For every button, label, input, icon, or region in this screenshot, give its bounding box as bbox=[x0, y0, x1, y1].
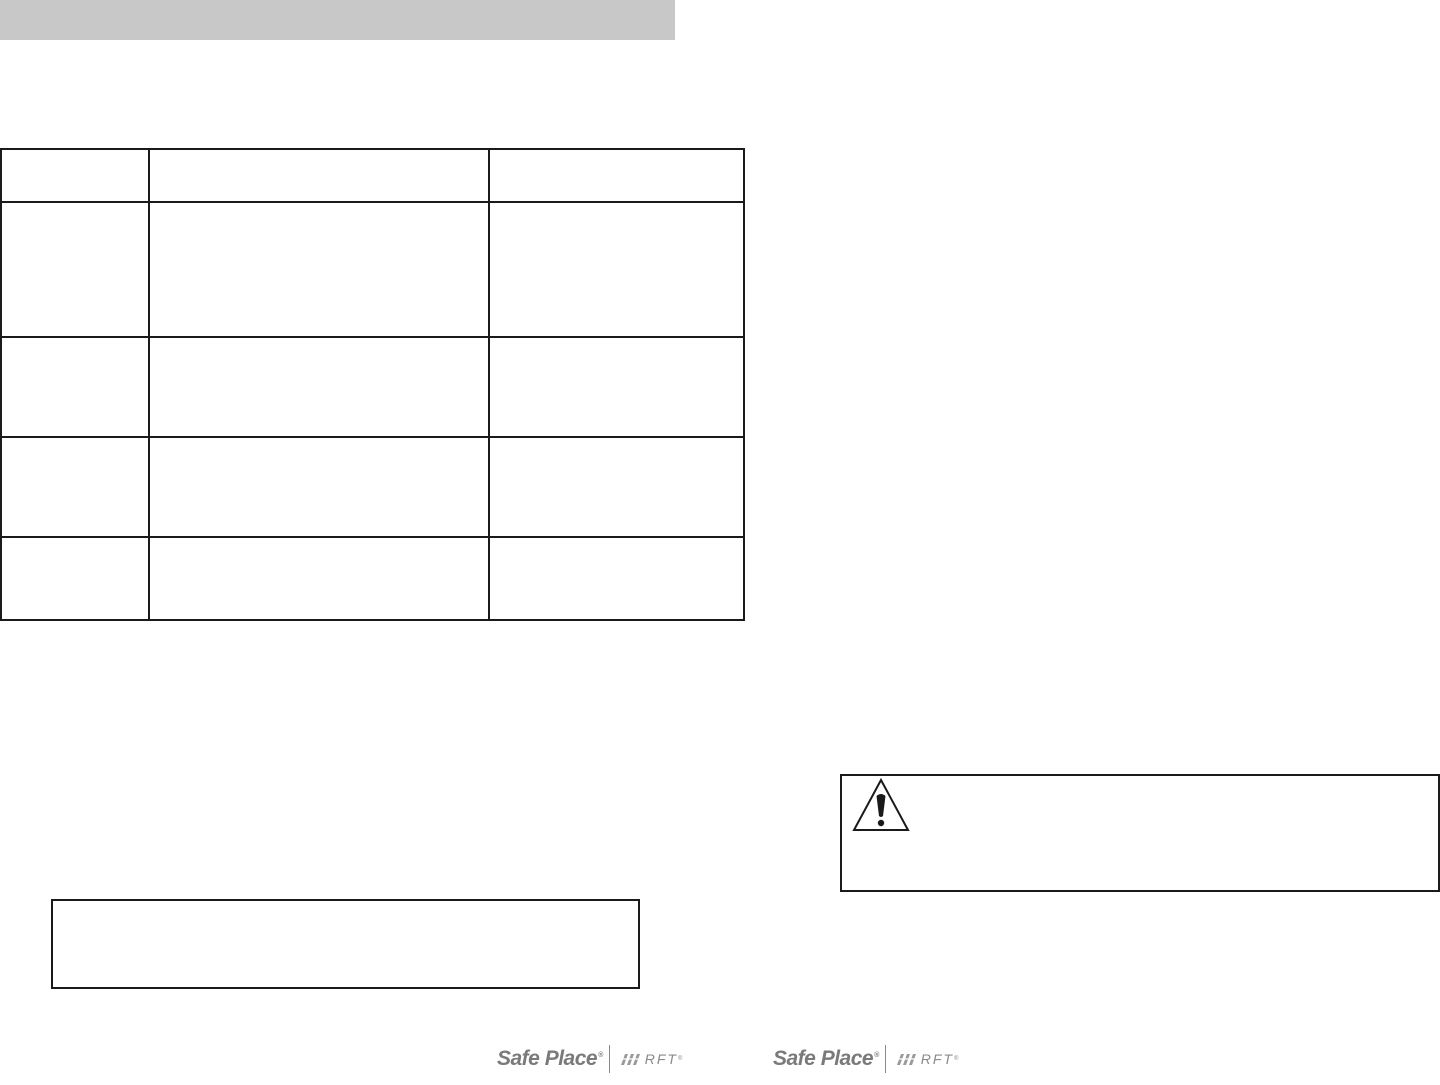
table-cell bbox=[1, 537, 149, 620]
rft-logo-icon bbox=[894, 1052, 920, 1066]
table-cell bbox=[1, 337, 149, 437]
sub-brand: RFT ® bbox=[618, 1051, 683, 1067]
table-cell bbox=[149, 537, 489, 620]
table-cell bbox=[1, 437, 149, 537]
table-cell bbox=[149, 149, 489, 202]
section-header-bar bbox=[0, 0, 675, 40]
table-cell bbox=[149, 337, 489, 437]
note-box bbox=[51, 899, 640, 989]
table-row bbox=[1, 537, 744, 620]
warning-triangle-icon bbox=[852, 778, 910, 832]
rft-logo-icon bbox=[618, 1052, 644, 1066]
table-cell bbox=[489, 537, 744, 620]
warning-box bbox=[840, 774, 1440, 892]
table-cell bbox=[149, 437, 489, 537]
table-row bbox=[1, 337, 744, 437]
table-row bbox=[1, 202, 744, 337]
table-header-row bbox=[1, 149, 744, 202]
brand-logo bbox=[497, 1042, 682, 1076]
spec-table bbox=[0, 148, 745, 621]
table-cell bbox=[489, 437, 744, 537]
logo-divider bbox=[885, 1045, 886, 1073]
sub-brand: RFT ® bbox=[894, 1051, 959, 1067]
brand-name: Safe Place® bbox=[497, 1047, 603, 1070]
table-cell bbox=[1, 149, 149, 202]
brand-logo bbox=[773, 1042, 958, 1076]
table-cell bbox=[149, 202, 489, 337]
logo-divider bbox=[609, 1045, 610, 1073]
table-row bbox=[1, 437, 744, 537]
table-cell bbox=[489, 149, 744, 202]
table-cell bbox=[489, 337, 744, 437]
table-cell bbox=[1, 202, 149, 337]
table-cell bbox=[489, 202, 744, 337]
brand-name: Safe Place® bbox=[773, 1047, 879, 1070]
